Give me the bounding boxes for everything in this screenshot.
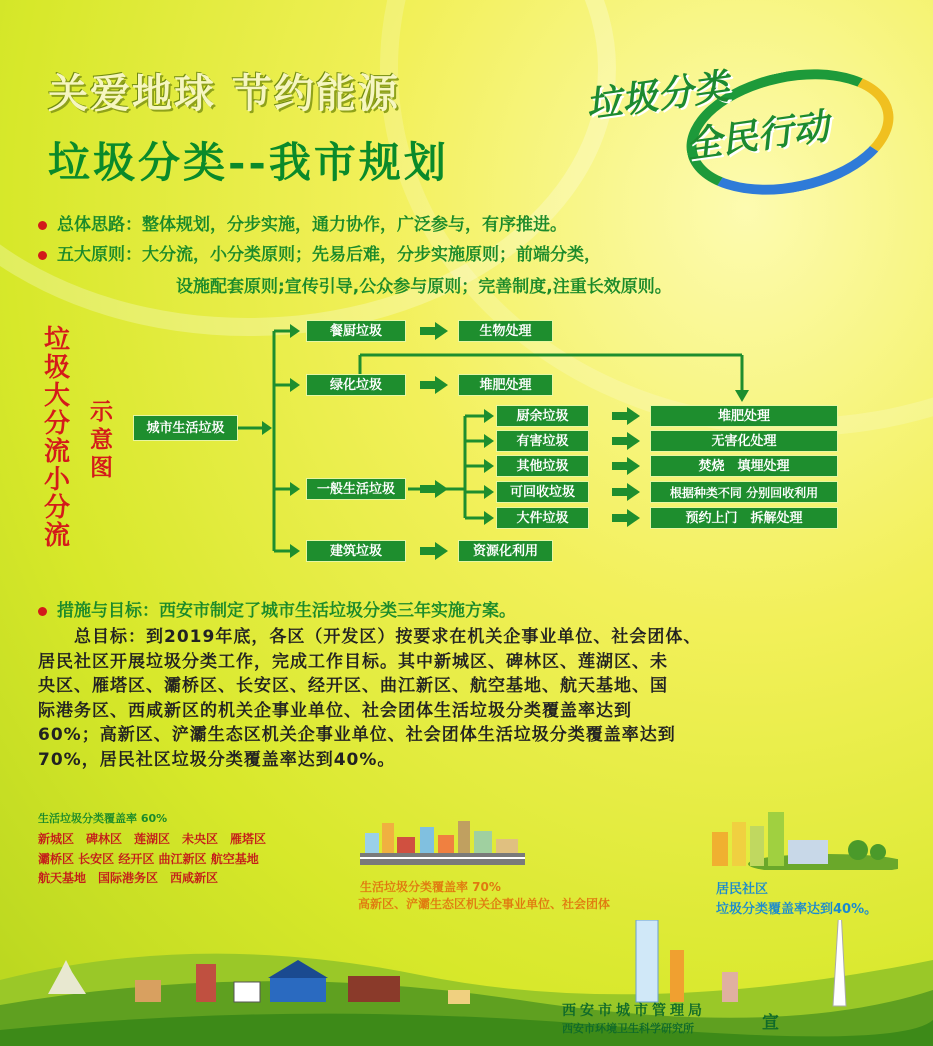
body-line: 居民社区开展垃圾分类工作，完成工作目标。其中新城区、碑林区、莲湖区、未 — [38, 651, 668, 672]
box-construction-waste: 建筑垃圾 — [306, 540, 406, 562]
box-kitchen-result: 生物处理 — [458, 320, 553, 342]
box-sub-result: 焚烧 填埋处理 — [650, 455, 838, 477]
page-title: 垃圾分类--我市规划 — [48, 138, 449, 187]
badge-line1: 垃圾分类 — [583, 66, 732, 127]
city-skyline-icon — [360, 815, 525, 865]
box-sub-result: 预约上门 拆解处理 — [650, 507, 838, 529]
box-sub-item: 可回收垃圾 — [496, 481, 589, 503]
box-sub-item: 厨余垃圾 — [496, 405, 589, 427]
body-line: 央区、雁塔区、灞桥区、长安区、经开区、曲江新区、航空基地、航天基地、国 — [38, 676, 668, 696]
measures-body — [38, 625, 898, 772]
box-construction-result: 资源化利用 — [458, 540, 553, 562]
coverage-70-body: 高新区、浐灞生态区机关企事业单位、社会团体 — [358, 897, 611, 911]
coverage-60-line: 灞桥区 长安区 经开区 曲江新区 航空基地 — [38, 851, 259, 866]
landscape-hills — [0, 920, 933, 1046]
box-sub-item: 大件垃圾 — [496, 507, 589, 529]
body-line: 总目标：到2019年底，各区（开发区）按要求在机关企事业单位、社会团体、 — [74, 627, 702, 647]
badge-line2: 全民行动 — [683, 106, 832, 167]
box-green-result: 堆肥处理 — [458, 374, 553, 396]
coverage-60-line: 新城区 碑林区 莲湖区 未央区 雁塔区 — [38, 832, 267, 846]
diagram-root-box: 城市生活垃圾 — [133, 415, 238, 441]
box-general-waste: 一般生活垃圾 — [306, 478, 406, 500]
principle-five-cont: 设施配套原则;宣传引导,公众参与原则；完善制度,注重长效原则。 — [176, 277, 672, 297]
measures-heading: 措施与目标：西安市制定了城市生活垃圾分类三年实施方案。 — [38, 596, 516, 621]
box-sub-item: 有害垃圾 — [496, 430, 589, 452]
body-line: 际港务区、西咸新区的机关企事业单位、社会团体生活垃圾分类覆盖率达到 — [38, 700, 632, 721]
box-kitchen-waste: 餐厨垃圾 — [306, 320, 406, 342]
body-line: 70%，居民社区垃圾分类覆盖率达到40%。 — [38, 749, 396, 770]
box-sub-result: 堆肥处理 — [650, 405, 838, 427]
box-sub-item: 其他垃圾 — [496, 455, 589, 477]
principle-overall: 总体思路：整体规划，分步实施，通力协作，广泛参与，有序推进。 — [38, 210, 567, 235]
box-sub-result: 根据种类不同 分别回收利用 — [650, 481, 838, 503]
diagram-vertical-subtitle: 示意图 — [90, 399, 113, 481]
coverage-60-list — [38, 830, 266, 889]
residential-skyline-icon — [708, 812, 898, 870]
bullet-icon — [38, 607, 47, 616]
footer-suffix: 宣 — [762, 1013, 779, 1033]
coverage-60-line: 航天基地 国际港务区 西咸新区 — [38, 871, 219, 885]
coverage-40-title: 居民社区 — [716, 882, 769, 897]
principle-five: 五大原则：大分流，小分类原则；先易后难，分步实施原则；前端分类， — [38, 240, 601, 265]
box-green-waste: 绿化垃圾 — [306, 374, 406, 396]
box-sub-result: 无害化处理 — [650, 430, 838, 452]
body-line: 60%；高新区、浐灞生态区机关企事业单位、社会团体生活垃圾分类覆盖率达到 — [38, 725, 676, 745]
coverage-60-title: 生活垃圾分类覆盖率 60% — [38, 812, 168, 825]
footer-org1: 西安市城市管理局 — [562, 1003, 706, 1019]
coverage-40-body: 垃圾分类覆盖率达到40%。 — [716, 902, 878, 917]
diagram-vertical-title: 垃圾大分流小分流 — [44, 325, 71, 551]
footer-org2: 西安市环境卫生科学研究所 — [562, 1022, 694, 1035]
coverage-70-title: 生活垃圾分类覆盖率 70% — [360, 880, 501, 894]
slogan: 关爱地球 节约能源 — [48, 70, 400, 117]
